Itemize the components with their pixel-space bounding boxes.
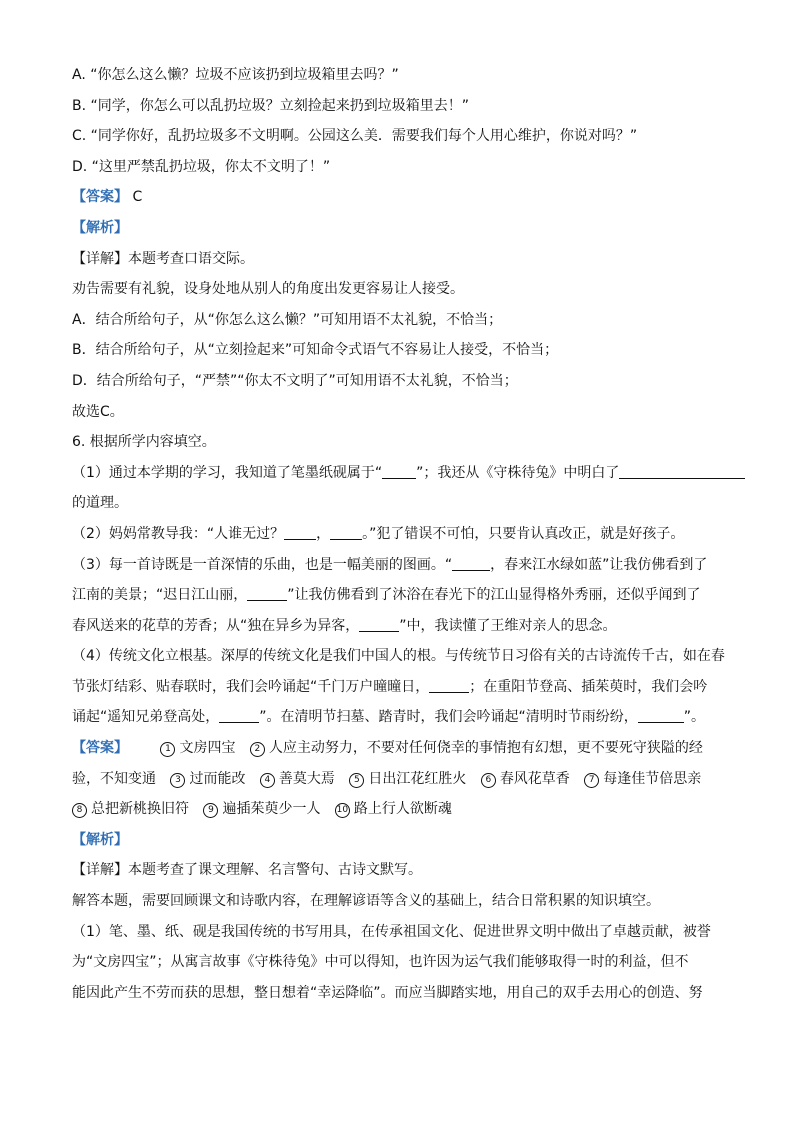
detail-tag: 【详解】 (72, 862, 128, 879)
text: 江南的美景；“迟日江山丽， (72, 587, 248, 604)
text: （1）通过本学期的学习，我知道了笔墨纸砚属于“ (72, 464, 383, 481)
q6-title: 6. 根据所学内容填空。 (72, 434, 216, 451)
blank (619, 464, 745, 479)
blank (247, 586, 287, 601)
answer-number: 4 (260, 773, 275, 788)
answer-text: 春风花草香 (499, 770, 570, 787)
answer-text: 路上行人欲断魂 (353, 801, 452, 818)
q6-answers (72, 733, 728, 825)
text: （3）每一首诗既是一首深情的乐曲，也是一幅美丽的图画。“ (72, 556, 453, 573)
answer-text: 每逢佳节倍思亲 (603, 770, 702, 787)
q6-detail (72, 855, 728, 886)
answer-item (203, 801, 320, 817)
blank (219, 708, 259, 723)
q6-item-1-end: 的道理。 (72, 495, 128, 512)
q6-explain-1: 解答本题，需要回顾课文和诗歌内容，在理解谚语等含义的基础上，结合日常积累的知识填空。 (72, 893, 660, 910)
answer-text: 过而能改 (189, 770, 246, 787)
answer-text: 人应主动努力，不要对任何侥幸的事情抱有幻想，更不要死守狭隘的经验，不知变通 (72, 740, 703, 787)
q6-item-3-line-3 (72, 611, 728, 642)
analysis-tag: 【解析】 (72, 219, 128, 236)
answer-number: 10 (335, 803, 350, 818)
q5-para-5: 故选C。 (72, 403, 124, 420)
answer-number: 9 (203, 803, 218, 818)
answer-number: 5 (349, 773, 364, 788)
text: ，春来江水绿如蓝”让我仿佛看到了 (490, 556, 708, 573)
option-b: B. “同学，你怎么可以乱扔垃圾？立刻捡起来扔到垃圾箱里去！” (72, 97, 470, 114)
answer-number: 7 (584, 773, 599, 788)
answer-item (72, 801, 189, 817)
answer-number: 1 (160, 742, 175, 757)
blank (382, 464, 416, 479)
answer-list (72, 740, 711, 817)
q6-item-4-line-3 (72, 702, 728, 733)
text: ”；我还从《守株待兔》中明白了 (416, 464, 620, 481)
answer-tag: 【答案】 (72, 189, 128, 206)
q5-answer (72, 182, 728, 213)
q5-para-2: A．结合所给句子，从“你怎么这么懒？”可知用语不太礼貌，不恰当； (72, 311, 503, 328)
text: ”中，我读懂了王维对亲人的思念。 (399, 617, 617, 634)
q5-para-3: B．结合所给句子，从“立刻捡起来”可知命令式语气不容易让人接受，不恰当； (72, 342, 559, 359)
answer-number: 3 (170, 773, 185, 788)
q6-item-3 (72, 550, 728, 581)
text: ”。 (683, 709, 706, 726)
q5-para-4: D．结合所给句子，“严禁”“你太不文明了”可知用语不太礼貌，不恰当； (72, 372, 518, 389)
text: 。”犯了错误不可怕，只要肯认真改正，就是好孩子。 (362, 525, 685, 542)
answer-number: 2 (250, 742, 265, 757)
answer-item (481, 771, 570, 787)
text: 诵起“遥知兄弟登高处， (72, 709, 220, 726)
answer-text: 日出江花红胜火 (368, 770, 467, 787)
text: 节张灯结彩、贴春联时，我们会吟诵起“千门万户曈曈日， (72, 678, 430, 695)
analysis-tag: 【解析】 (72, 831, 128, 848)
answer-item (335, 801, 452, 817)
answer-item (170, 771, 245, 787)
q6-item-4-line-2 (72, 672, 728, 703)
text: ；在重阳节登高、插茱萸时，我们会吟 (469, 678, 708, 695)
answer-item (584, 771, 701, 787)
answer-tag: 【答案】 (72, 740, 128, 757)
text: ”。在清明节扫墓、踏青时，我们会吟诵起“清明时节雨纷纷， (259, 709, 638, 726)
answer-value: C (132, 189, 143, 206)
option-c: C. “同学你好，乱扔垃圾多不文明啊。公园这么美．需要我们每个人用心维护，你说对吗？” (72, 128, 638, 145)
answer-text: 总把新桃换旧符 (91, 801, 189, 818)
blank (452, 556, 490, 571)
q6-explain-2c: 能因此产生不劳而获的思想，整日想着“幸运降临”。而应当脚踏实地，用自己的双手去用心的创造、努 (72, 984, 703, 1001)
detail-text: 本题考查了课文理解、名言警句、古诗文默写。 (128, 862, 422, 879)
detail-tag: 【详解】 (72, 250, 128, 267)
q6-explain-2b: 为“文房四宝”；从寓言故事《守株待兔》中可以得知，也许因为运气我们能够取得一时的利益，但不 (72, 954, 689, 971)
q6-item-2 (72, 519, 728, 550)
text: ， (316, 525, 331, 542)
answer-item (349, 771, 466, 787)
text: 春风送来的花草的芳香；从“独在异乡为异客， (72, 617, 360, 634)
answer-text: 善莫大焉 (278, 770, 335, 787)
option-a: A. “你怎么这么懒？垃圾不应该扔到垃圾箱里去吗？” (72, 67, 399, 83)
answer-item (160, 740, 235, 756)
document-page (72, 60, 728, 1008)
text: ”让我仿佛看到了沐浴在春光下的江山显得格外秀丽，还似乎闻到了 (287, 587, 701, 604)
blank (429, 678, 469, 693)
q6-explain-2a: （1）笔、墨、纸、砚是我国传统的书写用具，在传承祖国文化、促进世界文明中做出了卓越贡献，被誉 (72, 923, 711, 940)
answer-item (260, 771, 335, 787)
text: （2）妈妈常教导我：“人谁无过？ (72, 525, 285, 542)
answer-number: 6 (481, 773, 496, 788)
option-d: D. “这里严禁乱扔垃圾，你太不文明了！” (72, 158, 331, 175)
blank (284, 525, 316, 540)
answer-text: 文房四宝 (179, 740, 236, 757)
q6-item-1 (72, 458, 728, 489)
blank (359, 617, 399, 632)
answer-text: 遍插茱萸少一人 (222, 801, 321, 818)
detail-text: 本题考查口语交际。 (128, 250, 254, 267)
answer-number: 8 (72, 803, 87, 818)
q6-item-4: （4）传统文化立根基。深厚的传统文化是我们中国人的根。与传统节日习俗有关的古诗流传千古，如在春 (72, 648, 725, 665)
q5-detail (72, 244, 728, 275)
blank (638, 708, 684, 723)
q6-item-3-line-2 (72, 580, 728, 611)
q5-para-1: 劝告需要有礼貌，设身处地从别人的角度出发更容易让人接受。 (72, 281, 464, 298)
blank (330, 525, 362, 540)
